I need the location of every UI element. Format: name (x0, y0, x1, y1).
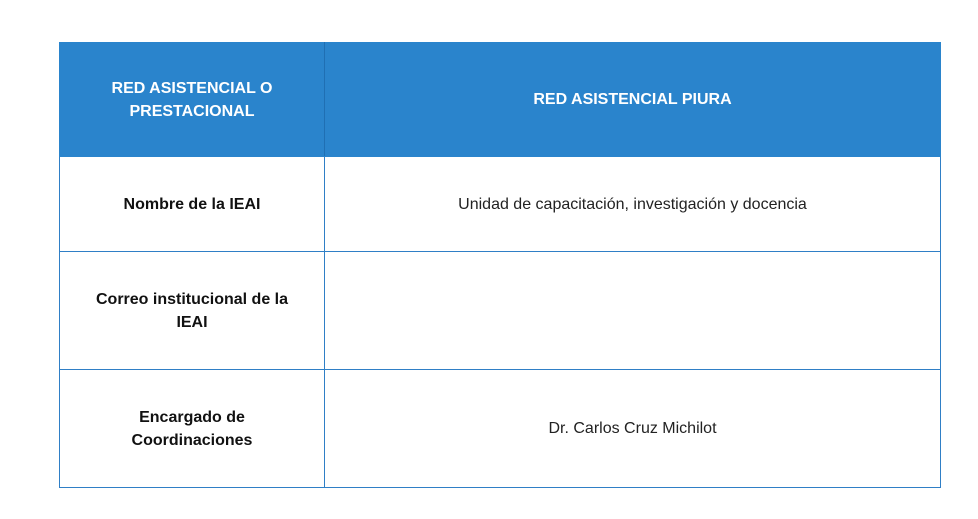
header-cell-network-type (60, 43, 325, 157)
header-row (60, 43, 941, 157)
table-row (60, 157, 941, 252)
row-label: Encargado de Coordinaciones (131, 408, 253, 449)
row-value-cell (325, 370, 941, 488)
header-cell-network-name (325, 43, 941, 157)
row-value: Dr. Carlos Cruz Michilot (548, 420, 717, 437)
table-header (60, 43, 941, 157)
header-label-network-name: RED ASISTENCIAL PIURA (533, 91, 732, 108)
row-value-cell (325, 157, 941, 252)
row-value: Unidad de capacitación, investigación y docencia (458, 195, 807, 213)
row-value-cell (325, 252, 941, 370)
header-label-network-type: RED ASISTENCIAL O PRESTACIONAL (111, 79, 273, 120)
table-row (60, 252, 941, 370)
row-label: Correo institucional de la IEAI (95, 290, 289, 331)
table-body (60, 157, 941, 488)
row-label-cell (60, 252, 325, 370)
table-row (60, 370, 941, 488)
info-table (59, 42, 941, 488)
row-label-cell (60, 370, 325, 488)
row-label: Nombre de la IEAI (123, 195, 261, 213)
row-label-cell (60, 157, 325, 252)
